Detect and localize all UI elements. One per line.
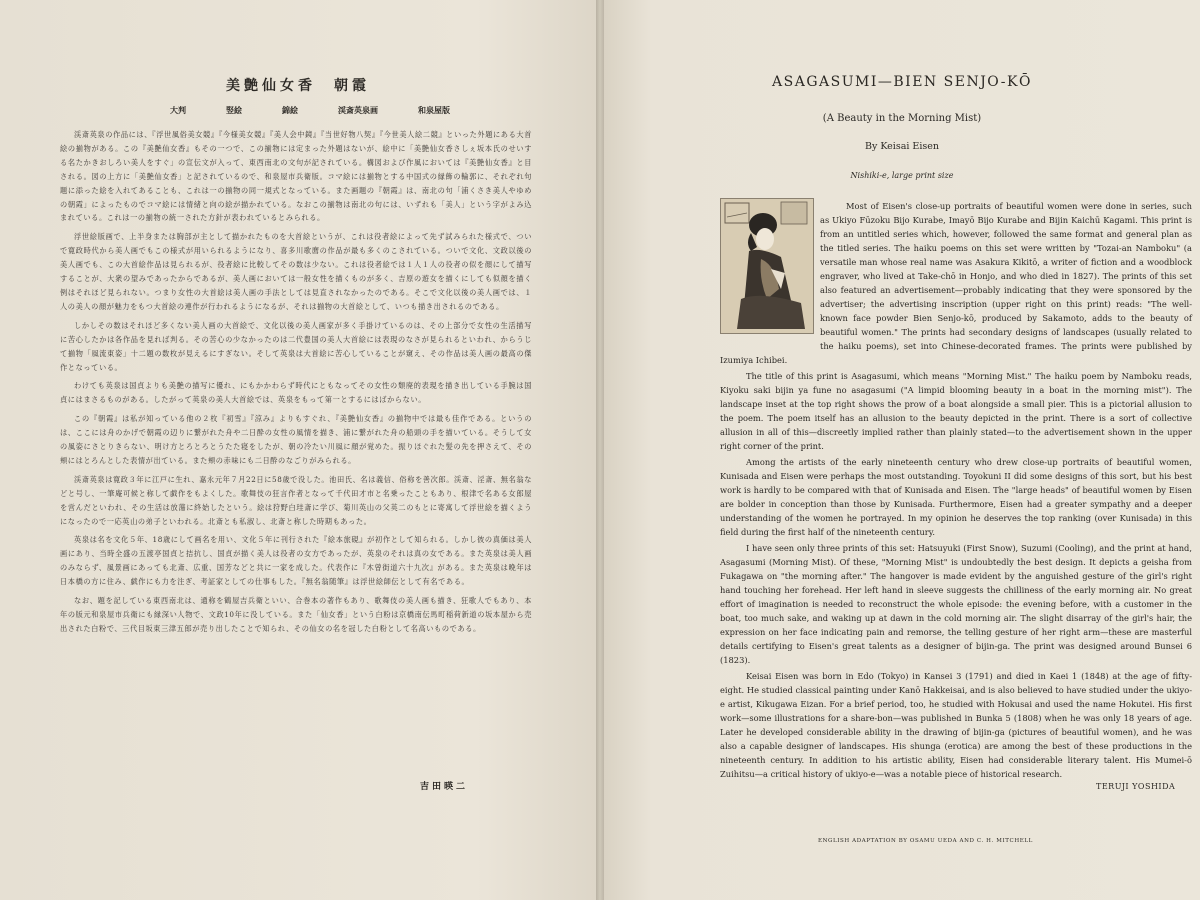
jp-paragraph: 浮世絵版画で、上半身または胸部が主として描かれたものを大首絵というが、これは役者絵によって先ず試みられた様式で、ついで寛政時代から美人画でもこの様式が用いられるようになり、喜多川歌麿の作品が最も多くのこされている。ついで文化、文政以後の美人画でも、この大首絵作品は見られるが、役者絵に比較してその数は少ない。これは役者絵では１人１人の役者の似を顔にして描写することが、大衆の望みであったからであるが、美人画においては一般女性を描くものが多く、吉原の遊女を描くにしても似顔を描く例はそれほど見られない。つまり女性の大首絵は美人画の手法としては見直されなかったのである。そこで文化以後の美人画では、１人の美人の顔が魅力をもつ大首絵の連作が行われるようになるが、それは揃物の大首絵として、いつも描き出されるのである。 xyxy=(60,232,532,311)
jp-signature: 吉田暎二 xyxy=(420,782,469,792)
en-byline: By Keisai Eisen xyxy=(864,141,940,152)
en-footer-credit: ENGLISH ADAPTATION BY OSAMU UEDA AND C. H. MITCHELL xyxy=(818,838,1033,844)
jp-credit-size: 大判 xyxy=(170,105,186,115)
jp-credit-artist: 渓斎英泉画 xyxy=(338,105,378,115)
jp-credits xyxy=(170,105,450,116)
en-title: ASAGASUMI—BIEN SENJO-KŌ xyxy=(772,74,1032,90)
jp-paragraph: しかしその数はそれほど多くない美人画の大首絵で、文化以後の美人画家が多く手掛けているのは、その上部分で女性の生活描写に苦心したかは各作品を見れば判る。その苦心の少なかったのは二代豊国の美人大首絵には表現のなさが見られるといわれ、からうじて揃物「風流東姿」十二題の数枚が見えるにすぎない。そして英泉は大首絵に苦心していることが窺え、その作品は美人画の最高の傑作となっている。 xyxy=(60,320,532,372)
jp-paragraph: この『朝霞』は私が知っている他の２枚『初雪』『涼み』よりもすぐれ、『美艶仙女香』の揃物中では最も佳作である。というのは、ここには舟のかげで朝霞の辺りに繋がれた舟や二日酔の女性の風情を描き、浦に繋がれた舟の船頭の手を描いている。そうして女の風姿にさとりきらない、明け方とろとろとうたた寝をしたが、朝の冷たい川風に顔が覚めた。振りほぐれた髪の先を押さえて、その頬にはとろんとした表情が出ている。また頬の赤味にも二日酔のなごりがみられる。 xyxy=(60,414,532,465)
jp-paragraph: わけても英泉は国貞よりも美艶の描写に優れ、にもかかわらず時代にともなってその女性の頽廃的表現を描き出している手腕は国貞にはまさるものがある。したがって英泉の美人大首絵では、英泉をもって第一とするにはばからない。 xyxy=(60,381,532,405)
jp-credit-medium: 錦絵 xyxy=(282,105,298,115)
en-paragraph: I have seen only three prints of this set: Hatsuyuki (First Snow), Suzumi (Cooling), and the print at hand, Asagasumi (Morning Mist). Of these, "Morning Mist" is undoubtedly the best design. It depicts a geisha from Fukagawa on "the morning after." The hangover is made evident by the anguished gesture of the girl's right hand touching her forehead. Her left hand in sleeve suggests the chilliness of the early morning air. No great effort of imagination is needed to reconstruct the whole episode: the evening before, with a customer in the boat, too much sake, and waking up at dawn in the cold morning air. The slight disarray of the girl's hair, the expression on her face indicating pain and remorse, the telling gesture of her right arm—these are masterful details certifying to Eisen's great talents as a designer of bijin-ga. The print was designed around Bunsei 6 (1823). xyxy=(720,543,1192,665)
en-body xyxy=(720,199,1192,783)
jp-credit-publisher: 和泉屋版 xyxy=(418,105,450,115)
en-format: Nishiki-e, large print size xyxy=(850,171,954,180)
en-signature: TERUJI YOSHIDA xyxy=(1096,782,1176,791)
en-paragraph: Among the artists of the early nineteenth century who drew close-up portraits of beautiful women, Kunisada and Eisen were perhaps the most outstanding. Toyokuni II did some designs of this sort, but his best work is hardly to be compared with that of Kunisada and Eisen. The "large heads" of beautiful women by Eisen are bolder in conception than those by Kunisada. Furthermore, Eisen had a greater sympathy and a deeper understanding of the women he portrayed. In my opinion he deserves the top ranking (over Kunisada) in this field during the first half of the nineteenth century. xyxy=(720,457,1192,537)
en-paragraph: The title of this print is Asagasumi, which means "Morning Mist." The haiku poem by Namboku reads, Kiyoku saki bijin ya fune no asagasumi ("A limpid blooming beauty in a boat in the morning mist"). The landscape inset at the top right shows the prow of a boat alongside a small pier. This is a pictorial allusion to the poem. The poem itself has an allusion to the beauty depicted in the print. There is a sort of collective allusion in all of this—discreetly implied rather than plainly stated—to the advertisement shown in the upper right corner of the print. xyxy=(720,371,1192,451)
jp-body xyxy=(60,128,532,641)
jp-title: 美艶仙女香 朝霞 xyxy=(226,78,370,94)
jp-paragraph: なお、題を記している東西南北は、通称を鶴屋吉兵衛といい、合巻本の著作もあり、歌舞伎の美人画も描き、狂歌人でもあり、本年の版元和泉屋市兵衛にも縁深い人物で、文政10年に没している。また「仙女香」という白粉は京橋南伝馬町稲荷新道の坂本屋から売出された白粉で、三代目坂東三津五郎が売り出したことで知られ、その仙女の名を冠した白粉として名高いものである。 xyxy=(60,596,532,633)
jp-paragraph: 英泉は名を文化５年、18歳にして画名を用い、文化５年に刊行された『絵本旅硯』が初作として知られる。しかし彼の真価は美人画にあり、当時全盛の五渡亭国貞と拮抗し、国貞が描く美人は役者の女方であったが、英泉のそれは真の女である。また英泉は美人画のみならず、風景画にあっても北斎、広重、国芳などと共に一家を成した。代表作に『木曾街道六十九次』がある。また英泉は晩年は日本橋の方に住み、戯作にも力を注ぎ、考証家としての仕事もした。『無名翁随筆』は浮世絵師伝として有名である。 xyxy=(60,535,532,587)
en-paragraph: Most of Eisen's close-up portraits of beautiful women were done in series, such as Ukiyo Fūzoku Bijo Kurabe, Imayō Bijo Kurabe and Bijin Kaichū Kagami. This print is from an untitled series which, however, followed the same format and general plan as the titled series. The haiku poems on this set were written by "Tozai-an Namboku" (a versatile man whose real name was Asakura Kikitō, a writer of fiction and a woodblock engraver, who lived at Take-chō in Honjo, and who died in 1827). The prints of this set also featured an advertisement—probably indicating that they were sponsored by the advertiser; the advertising inscription (upper right on this print) reads: "The well-known face powder Bien Senjo-kō, produced by Sakamoto, adds to the beauty of beautiful women." The prints had secondary designs of landscapes (usually related to the haiku poems), set into Chinese-decorated frames. The prints were published by Izumiya Ichibei. xyxy=(720,201,1192,365)
en-paragraph: Keisai Eisen was born in Edo (Tokyo) in Kansei 3 (1791) and died in Kaei 1 (1848) at the age of fifty-eight. He studied classical painting under Kanō Hakkeisai, and is also believed to have studied under the ukiyo-e artist, Kikugawa Eizan. For a brief period, too, he studied with Hokusai and used the name Hokutei. His first work—some illustrations for a share-bon—was published in Bunka 5 (1808) when he was only 18 years of age. Later he developed considerable ability in the drawing of bijin-ga (pictures of beautiful women), and he was also a capable designer of landscapes. His shunga (erotica) are among the best of these productions in the nineteenth century. In addition to his artistic ability, Eisen had considerable literary talent. His Mumei-ō Zuihitsu—a critical history of ukiyo-e—was a notable piece of historical research. xyxy=(720,671,1192,779)
en-subtitle: (A Beauty in the Morning Mist) xyxy=(822,113,982,124)
jp-paragraph: 渓斎英泉は寛政３年に江戸に生れ、嘉永元年７月22日に58歳で没した。池田氏、名は義信、俗称を善次郎。渓斎、淫斎、無名翁などと号し、一筆庵可候と称して戯作をもよくした。歌舞伎の狂言作者となって千代田才市と名乗ったこともあり、根津で名ある女郎屋を営んだといわれ、その生活は放蕩に終始したという。絵は狩野白珪斎に学び、菊川英山の父英二のもとに寄寓して浮世絵を描くようになったので一応英山の弟子といわれる。北斎とも私淑し、北斎と称した時期もあった。 xyxy=(60,474,532,526)
image-float-space xyxy=(720,199,820,341)
jp-credit-format: 竪絵 xyxy=(226,105,242,115)
book-gutter xyxy=(596,0,604,900)
jp-paragraph: 渓斎英泉の作品には、『浮世風俗美女競』『今様美女競』『美人会中鏡』『当世好物八契』『今世美人絵二競』といった外題にある大首絵の揃物がある。この『美艶仙女香』もその一つで、この揃物には定まった外題はないが、絵中に「美艶仙女香さしぇ坂本氏のせいする名たかきおしろい美人をすぐ」の宣伝文が入って、東西南北の文句が記されている。構図および作風においては『美艶仙女香』と目される。図の上方に「美艶仙女香」と記されているので、和泉屋市兵衛版。コマ絵には揃物とする中国式の縁飾の輪郭に、それぞれ句題に添った絵を入れてあることも、これは一の揃物の同一規式となっている。また画題の『朝霞』は、南北の句「浦くさき美人やゆめの朝霞」によったものでコマ絵には情緒と向の絵が描かれている。なおこの揃物は南北の句には、いずれも「美人」という字がよみ込まれている。これは一の揃物の統一された方針が表われているとみられる。 xyxy=(60,130,532,223)
